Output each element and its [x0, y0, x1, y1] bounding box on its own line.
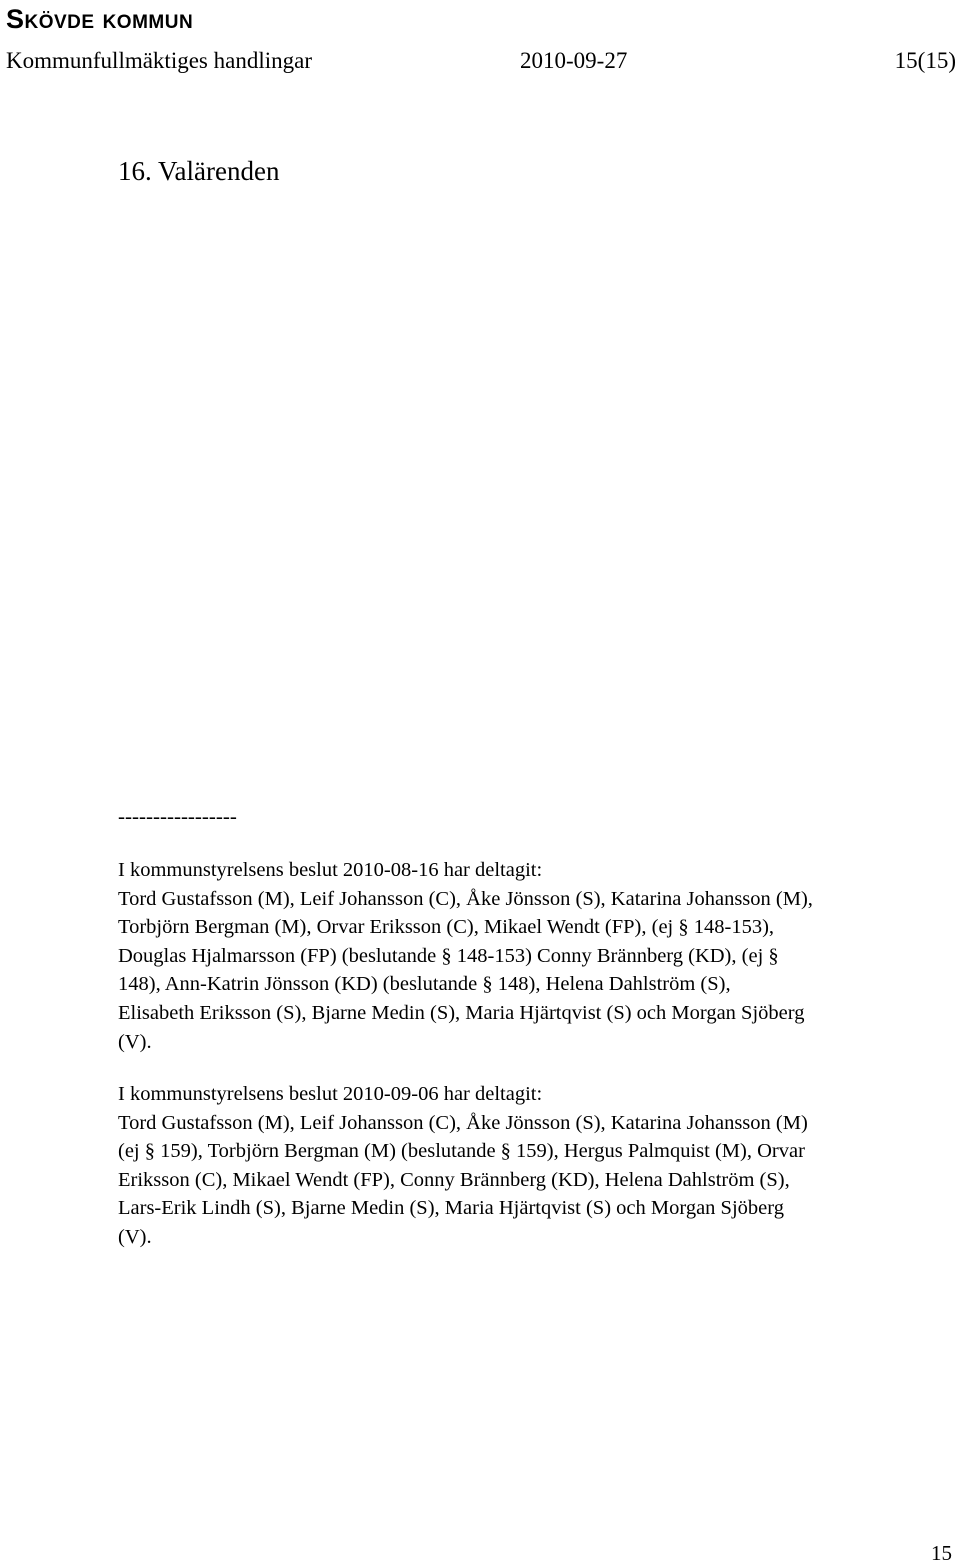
separator-line: ----------------- — [118, 804, 237, 828]
paragraph-line: Tord Gustafsson (M), Leif Johansson (C), Åke Jönsson (S), Katarina Johansson (M), — [118, 887, 813, 910]
logo-text: Skövde kommun — [6, 4, 194, 34]
page-indicator: 15(15) — [894, 48, 956, 73]
paragraph-line: (V). — [118, 1225, 152, 1248]
paragraph-line: Douglas Hjalmarsson (FP) (beslutande § 148-153) Conny Brännberg (KD), (ej § — [118, 944, 779, 967]
paragraph-line: 148), Ann-Katrin Jönsson (KD) (beslutande § 148), Helena Dahlström (S), — [118, 973, 731, 996]
paragraph-line: Lars-Erik Lindh (S), Bjarne Medin (S), Maria Hjärtqvist (S) och Morgan Sjöberg — [118, 1197, 784, 1220]
paragraph-decision-2010-08-16 — [118, 856, 948, 1056]
paragraph-line: I kommunstyrelsens beslut 2010-08-16 har deltagit: — [118, 859, 543, 881]
paragraph-line: Tord Gustafsson (M), Leif Johansson (C), Åke Jönsson (S), Katarina Johansson (M) — [118, 1111, 808, 1134]
section-heading: 16. Valärenden — [118, 156, 280, 187]
paragraph-line: (V). — [118, 1030, 152, 1053]
paragraph-line: (ej § 159), Torbjörn Bergman (M) (beslutande § 159), Hergus Palmquist (M), Orvar — [118, 1140, 805, 1163]
paragraph-line: Torbjörn Bergman (M), Orvar Eriksson (C), Mikael Wendt (FP), (ej § 148-153), — [118, 916, 775, 939]
paragraph-line: Elisabeth Eriksson (S), Bjarne Medin (S), Maria Hjärtqvist (S) och Morgan Sjöberg — [118, 1001, 805, 1024]
document-title: Kommunfullmäktiges handlingar — [6, 48, 312, 73]
footer-page-number: 15 — [931, 1541, 952, 1565]
paragraph-decision-2010-09-06 — [118, 1080, 948, 1252]
document-date: 2010-09-27 — [520, 48, 628, 73]
paragraph-line: Eriksson (C), Mikael Wendt (FP), Conny Brännberg (KD), Helena Dahlström (S), — [118, 1168, 790, 1191]
paragraph-line: I kommunstyrelsens beslut 2010-09-06 har deltagit: — [118, 1083, 543, 1105]
